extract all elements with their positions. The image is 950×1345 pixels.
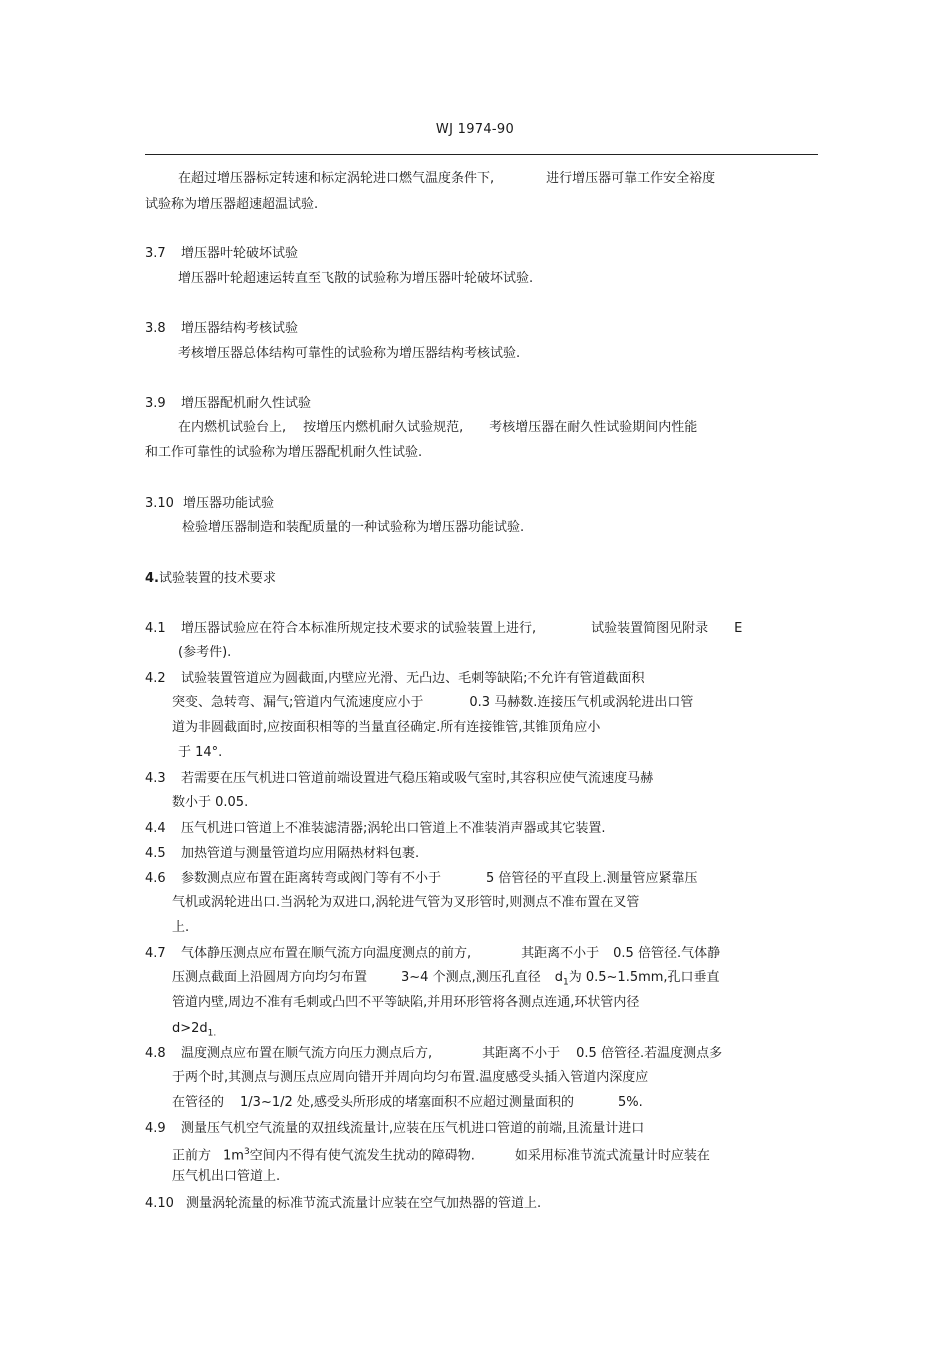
section-3-7-body: 增压器叶轮超速运转直至飞散的试验称为增压器叶轮破坏试验. <box>178 271 534 286</box>
intro-line-1-a: 在超过增压器标定转速和标定涡轮进口燃气温度条件下, <box>178 171 495 186</box>
section-number: 3.10 <box>145 496 174 511</box>
text-segment: 参数测点应布置在距离转弯或阀门等有不小于 <box>181 871 442 886</box>
text-segment: 考核增压器在耐久性试验期间内性能 <box>489 420 698 435</box>
clause-4-9-line-1 <box>145 1121 644 1137</box>
section-3-9-heading <box>145 396 311 412</box>
clause-4-2-line-2 <box>172 695 693 711</box>
intro-line-1 <box>178 171 715 187</box>
section-number: 3.8 <box>145 321 166 336</box>
clause-4-3-line-2: 数小于 0.05. <box>172 795 249 810</box>
section-title: 增压器功能试验 <box>183 496 275 511</box>
text-segment: 试验装置管道应为圆截面,内壁应光滑、无凸边、毛刺等缺陷;不允许有管道截面积 <box>181 671 645 686</box>
text-segment: 空间内不得有使气流发生扰动的障碍物. <box>249 1148 475 1164</box>
text-segment: 突变、急转弯、漏气;管道内气流速度应小于 <box>172 695 424 710</box>
text-segment: d>2d <box>172 1021 208 1036</box>
clause-4-8-line-3 <box>172 1095 643 1111</box>
text-segment: 温度测点应布置在顺气流方向压力测点后方, <box>181 1046 433 1061</box>
text-segment: 1m <box>223 1148 244 1164</box>
text-segment: 增压器试验应在符合本标准所规定技术要求的试验装置上进行, <box>181 621 537 636</box>
text-segment: d <box>554 970 563 985</box>
clause-number: 4.5 <box>145 846 166 861</box>
clause-4-1-line-2: (参考件). <box>178 645 232 660</box>
text-segment: 按增压内燃机耐久试验规范, <box>303 420 464 435</box>
clause-4-8-line-1 <box>145 1046 722 1062</box>
clause-number: 4.8 <box>145 1046 166 1061</box>
clause-4-9-line-3: 压气机出口管道上. <box>172 1169 281 1184</box>
text-segment: 正前方 <box>172 1148 212 1164</box>
text-segment: 为 0.5~1.5mm,孔口垂直 <box>568 970 720 985</box>
clause-4-10 <box>145 1196 541 1212</box>
clause-4-5 <box>145 846 419 862</box>
text-segment: 在内燃机试验台上, <box>178 420 287 435</box>
clause-4-8-line-2: 于两个时,其测点与测压点应周向错开并周向均匀布置.温度感受头插入管道内深度应 <box>172 1070 649 1085</box>
text-segment: 1/3~1/2 处,感受头所形成的堵塞面积不应超过测量面积的 <box>240 1095 575 1110</box>
text-segment: 5 倍管径的平直段上.测量管应紧靠压 <box>486 871 698 886</box>
clause-4-7-line-3: 管道内壁,周边不准有毛刺或凸凹不平等缺陷,并用环形管将各测点连通,环状管内径 <box>172 995 640 1010</box>
text-segment: 加热管道与测量管道均应用隔热材料包裹. <box>181 846 420 861</box>
section-title: 增压器叶轮破坏试验 <box>181 246 299 261</box>
text-segment: 在管径的 <box>172 1095 225 1110</box>
text-segment: 5%. <box>618 1095 643 1110</box>
text-segment: 若需要在压气机进口管道前端设置进气稳压箱或吸气室时,其容积应使气流速度马赫 <box>181 771 654 786</box>
section-3-10-heading <box>145 496 274 512</box>
clause-number: 4.3 <box>145 771 166 786</box>
section-title: 增压器配机耐久性试验 <box>181 396 312 411</box>
clause-4-7-line-1 <box>145 946 720 962</box>
section-title: 试验装置的技术要求 <box>158 571 276 586</box>
clause-number: 4.10 <box>145 1196 174 1211</box>
clause-4-3-line-1 <box>145 771 653 787</box>
text-segment: 气体静压测点应布置在顺气流方向温度测点的前方, <box>181 946 472 961</box>
text-segment: 压测点截面上沿圆周方向均匀布置 <box>172 970 368 985</box>
clause-4-1-line-1 <box>145 621 742 637</box>
text-segment: 其距离不小于 <box>521 946 600 961</box>
subscript: 1 <box>562 977 569 988</box>
clause-number: 4.1 <box>145 621 166 636</box>
text-segment: E <box>734 621 743 636</box>
section-3-8-heading <box>145 321 298 337</box>
text-segment: 0.3 马赫数.连接压气机或涡轮进出口管 <box>469 695 694 710</box>
clause-number: 4.7 <box>145 946 166 961</box>
text-segment: 3~4 个测点,测压孔直径 <box>401 970 541 985</box>
clause-4-6-line-2: 气机或涡轮进出口.当涡轮为双进口,涡轮进气管为叉形管时,则测点不准布置在叉管 <box>172 895 640 910</box>
header-divider <box>145 154 818 155</box>
document-code-header: WJ 1974-90 <box>435 122 515 137</box>
intro-line-1-b: 进行增压器可靠工作安全裕度 <box>546 171 716 186</box>
text-segment: 其距离不小于 <box>482 1046 561 1061</box>
clause-4-2-line-3: 道为非圆截面时,应按面积相等的当量直径确定.所有连接锥管,其锥顶角应小 <box>172 720 601 735</box>
section-number: 4. <box>145 571 159 586</box>
section-number: 3.7 <box>145 246 166 261</box>
superscript: 3 <box>243 1147 250 1157</box>
clause-number: 4.2 <box>145 671 166 686</box>
clause-4-4 <box>145 821 606 837</box>
subscript: 1. <box>207 1028 217 1039</box>
clause-4-7-line-2 <box>172 970 720 991</box>
clause-4-2-line-1 <box>145 671 645 687</box>
intro-line-2: 试验称为增压器超速超温试验. <box>145 197 319 212</box>
section-4-heading <box>145 571 276 587</box>
text-segment: 试验装置简图见附录 <box>591 621 709 636</box>
clause-4-2-line-4: 于 14°. <box>178 745 223 760</box>
section-title: 增压器结构考核试验 <box>181 321 299 336</box>
text-segment: 压气机进口管道上不准装滤清器;涡轮出口管道上不准装消声器或其它装置. <box>181 821 606 836</box>
text-segment: 测量涡轮流量的标准节流式流量计应装在空气加热器的管道上. <box>186 1196 542 1211</box>
text-segment: 0.5 倍管径.气体静 <box>613 946 721 961</box>
clause-number: 4.4 <box>145 821 166 836</box>
section-3-10-body: 检验增压器制造和装配质量的一种试验称为增压器功能试验. <box>182 520 525 535</box>
section-3-8-body: 考核增压器总体结构可靠性的试验称为增压器结构考核试验. <box>178 346 521 361</box>
clause-number: 4.9 <box>145 1121 166 1136</box>
text-segment: 测量压气机空气流量的双扭线流量计,应装在压气机进口管道的前端,且流量计进口 <box>181 1121 645 1136</box>
text-segment: 0.5 倍管径.若温度测点多 <box>576 1046 723 1061</box>
clause-4-6-line-3: 上. <box>172 920 190 935</box>
clause-4-7-line-4 <box>172 1021 216 1042</box>
section-3-9-body-line-2: 和工作可靠性的试验称为增压器配机耐久性试验. <box>145 445 423 460</box>
section-3-9-body-line-1 <box>178 420 697 436</box>
text-segment: 如采用标准节流式流量计时应装在 <box>514 1148 710 1164</box>
section-number: 3.9 <box>145 396 166 411</box>
clause-4-6-line-1 <box>145 871 698 887</box>
clause-4-9-line-2 <box>172 1144 710 1164</box>
section-3-7-heading <box>145 246 298 262</box>
clause-number: 4.6 <box>145 871 166 886</box>
